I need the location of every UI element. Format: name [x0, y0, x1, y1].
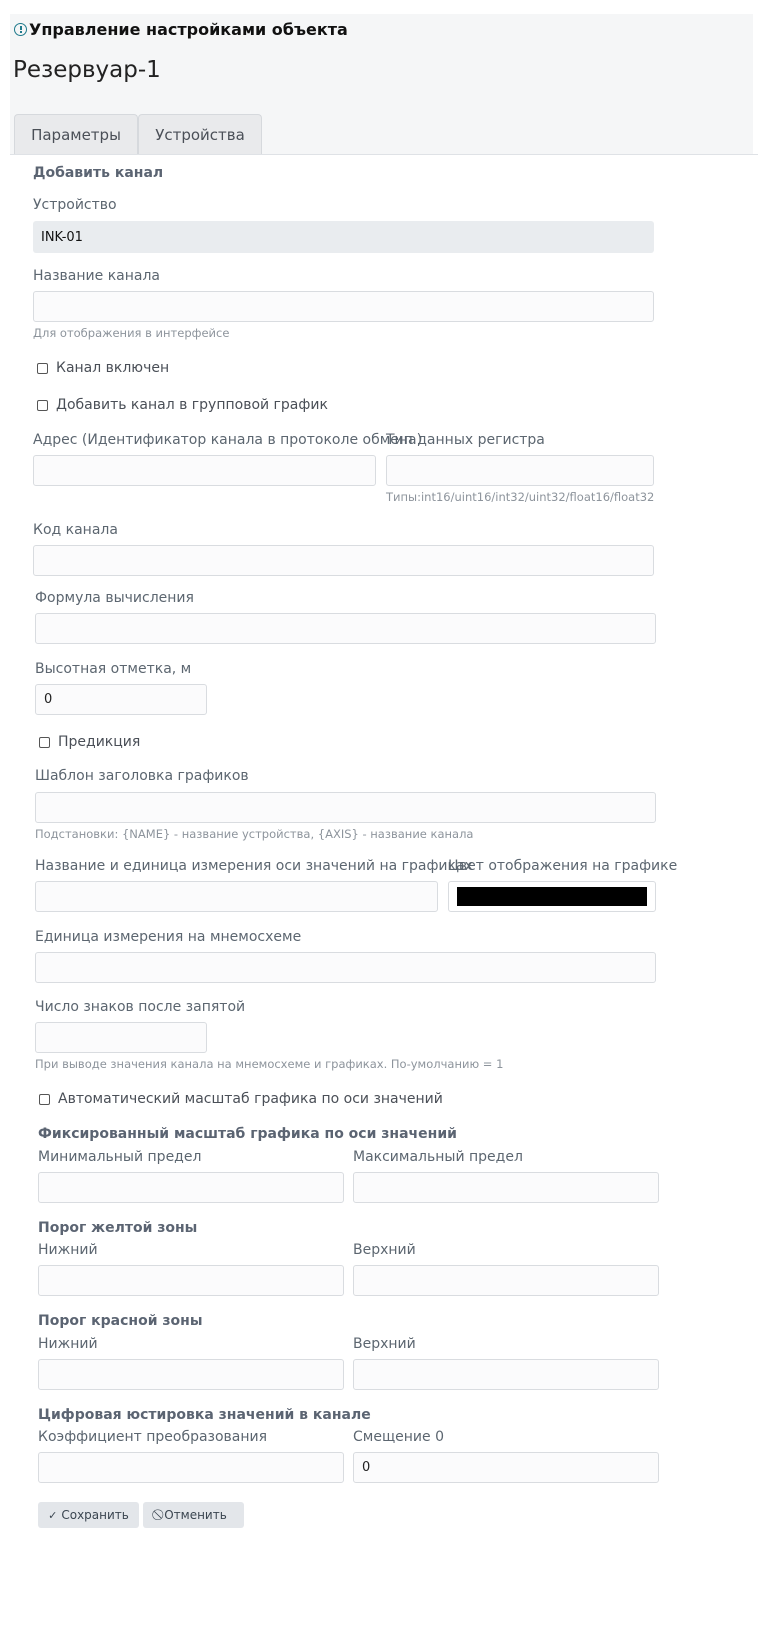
- prediction-row[interactable]: [39, 734, 140, 750]
- address-label: Адрес (Идентификатор канала в протоколе обмена): [33, 432, 423, 448]
- prediction-checkbox[interactable]: [39, 737, 50, 748]
- fixed-scale-title: Фиксированный масштаб графика по оси значений: [38, 1126, 457, 1142]
- yellow-high-label: Верхний: [353, 1242, 416, 1258]
- max-limit-label: Максимальный предел: [353, 1149, 523, 1165]
- yellow-low-label: Нижний: [38, 1242, 98, 1258]
- register-type-hint: Типы:int16/uint16/int32/uint32/float16/float32: [386, 490, 655, 504]
- min-limit-label: Минимальный предел: [38, 1149, 202, 1165]
- elevation-input[interactable]: [35, 684, 207, 715]
- coef-input[interactable]: [38, 1452, 344, 1483]
- red-zone-title: Порог красной зоны: [38, 1313, 203, 1329]
- chart-title-template-input[interactable]: [35, 792, 656, 823]
- page-title: [14, 20, 348, 39]
- device-field: INK-01: [33, 221, 654, 253]
- chart-title-template-hint: Подстановки: {NAME} - название устройства, {AXIS} - название канала: [35, 827, 474, 841]
- prediction-label: Предикция: [58, 734, 141, 750]
- offset-input[interactable]: [353, 1452, 659, 1483]
- red-low-label: Нижний: [38, 1336, 98, 1352]
- check-icon: ✓: [48, 1508, 58, 1522]
- save-button[interactable]: [38, 1502, 139, 1528]
- register-type-input[interactable]: [386, 455, 654, 486]
- auto-scale-label: Автоматический масштаб графика по оси значений: [58, 1091, 443, 1107]
- offset-label: Смещение 0: [353, 1429, 444, 1445]
- channel-code-input[interactable]: [33, 545, 654, 576]
- cancel-button[interactable]: [143, 1502, 244, 1528]
- tab-parameters[interactable]: Параметры: [14, 114, 138, 154]
- auto-scale-checkbox[interactable]: [39, 1094, 50, 1105]
- chart-color-picker[interactable]: [448, 881, 656, 912]
- coef-label: Коэффициент преобразования: [38, 1429, 268, 1445]
- info-icon: [14, 23, 27, 36]
- add-to-group-chart-label: Добавить канал в групповой график: [56, 397, 328, 413]
- add-to-group-chart-row[interactable]: [37, 397, 328, 413]
- max-limit-input[interactable]: [353, 1172, 659, 1203]
- decimals-label: Число знаков после запятой: [35, 999, 246, 1015]
- yellow-high-input[interactable]: [353, 1265, 659, 1296]
- channel-enabled-label: Канал включен: [56, 360, 170, 376]
- decimals-hint: При выводе значения канала на мнемосхеме и графиках. По-умолчанию = 1: [35, 1057, 504, 1071]
- channel-name-hint: Для отображения в интерфейсе: [33, 326, 230, 340]
- chart-title-template-label: Шаблон заголовка графиков: [35, 768, 249, 784]
- section-title: Добавить канал: [33, 165, 164, 181]
- address-input[interactable]: [33, 455, 376, 486]
- digital-adjust-title: Цифровая юстировка значений в канале: [38, 1407, 371, 1423]
- cancel-button-label: Отменить: [164, 1508, 227, 1522]
- page-title-text: Управление настройками объекта: [29, 20, 348, 39]
- object-name: Резервуар-1: [13, 57, 161, 83]
- red-low-input[interactable]: [38, 1359, 344, 1390]
- channel-name-input[interactable]: [33, 291, 654, 322]
- chart-color-label: Цвет отображения на графике: [448, 858, 678, 874]
- red-high-label: Верхний: [353, 1336, 416, 1352]
- tabs-divider: [10, 154, 758, 155]
- channel-name-label: Название канала: [33, 268, 160, 284]
- decimals-input[interactable]: [35, 1022, 207, 1053]
- mnemo-unit-label: Единица измерения на мнемосхеме: [35, 929, 302, 945]
- mnemo-unit-input[interactable]: [35, 952, 656, 983]
- add-to-group-chart-checkbox[interactable]: [37, 400, 48, 411]
- save-button-label: Сохранить: [61, 1508, 129, 1522]
- channel-enabled-checkbox[interactable]: [37, 363, 48, 374]
- device-label: Устройство: [33, 197, 117, 213]
- yellow-zone-title: Порог желтой зоны: [38, 1220, 198, 1236]
- min-limit-input[interactable]: [38, 1172, 344, 1203]
- channel-code-label: Код канала: [33, 522, 118, 538]
- axis-name-label: Название и единица измерения оси значений на графиках: [35, 858, 473, 874]
- axis-name-input[interactable]: [35, 881, 438, 912]
- red-high-input[interactable]: [353, 1359, 659, 1390]
- formula-input[interactable]: [35, 613, 656, 644]
- auto-scale-row[interactable]: [39, 1091, 443, 1107]
- elevation-label: Высотная отметка, м: [35, 661, 192, 677]
- channel-enabled-row[interactable]: [37, 360, 169, 376]
- formula-label: Формула вычисления: [35, 590, 194, 606]
- tab-devices[interactable]: Устройства: [138, 114, 262, 154]
- yellow-low-input[interactable]: [38, 1265, 344, 1296]
- chart-color-swatch: [457, 887, 647, 906]
- register-type-label: Тип данных регистра: [386, 432, 545, 448]
